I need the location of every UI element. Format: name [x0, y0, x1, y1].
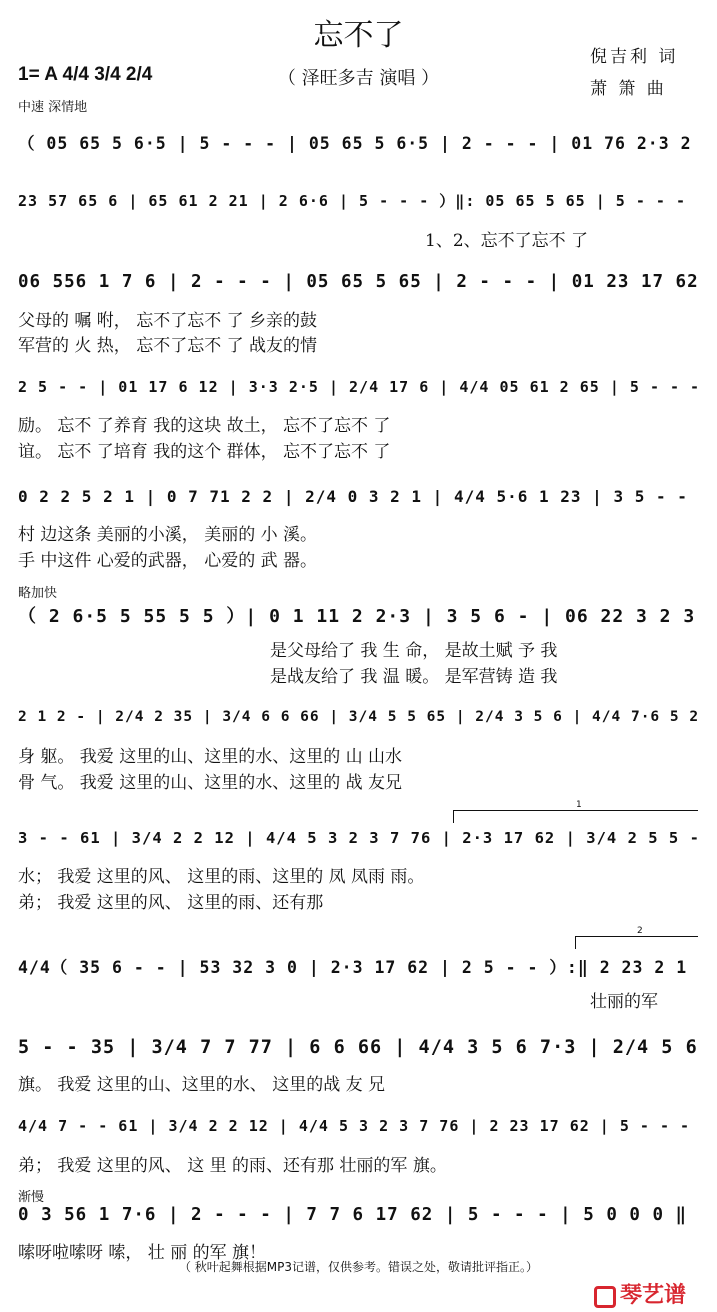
lyric-line-4-2: 谊。 忘不 了培育 我的这个 群体， 忘不了忘不 了: [18, 442, 391, 462]
lyric-line-3-2: 军营的 火 热， 忘不了忘不 了 战友的情: [18, 336, 318, 356]
composer-credit: 萧 箫 曲: [590, 79, 667, 99]
lyric-line-8-2: 弟； 我爱 这里的风、 这里的雨、还有那: [18, 893, 324, 913]
score-line-1: （ 05 65 5 6·5 | 5 - - - | 05 65 5 6·5 | 2 - - - | 01 76 2·3 2: [18, 134, 692, 153]
score-line-11: 4/4 7 - - 61 | 3/4 2 2 12 | 4/4 5 3 2 3 7 76 | 2 23 17 62 | 5 - - -: [18, 1117, 691, 1135]
score-line-2: 23 57 65 6 | 65 61 2 21 | 2 6·6 | 5 - - - ）‖: 05 65 5 65 | 5 - - -: [18, 192, 686, 210]
accel-marking: 略加快: [18, 586, 58, 601]
lyric-line-12-1: 嗦呀啦嗦呀 嗦， 壮 丽 的军 旗！: [18, 1243, 267, 1263]
singer-subtitle: （ 泽旺多吉 演唱 ）: [277, 68, 440, 89]
transcription-note: （ 秋叶起舞根据MP3记谱，仅供参考。错误之处，敬请批评指正。）: [178, 1260, 539, 1274]
lyric-line-10-1: 旗。 我爱 这里的山、这里的水、 这里的战 友 兄: [18, 1075, 386, 1095]
volta-1-number: 1: [576, 800, 582, 810]
lyric-line-6-2: 是战友给了 我 温 暖。 是军营铸 造 我: [270, 667, 558, 687]
lyric-line-4-1: 励。 忘不 了养育 我的这块 故土， 忘不了忘不 了: [18, 416, 391, 436]
lyric-line-8-1: 水； 我爱 这里的风、 这里的雨、这里的 凤 凤雨 雨。: [18, 867, 425, 887]
lyric-line-9-1: 壮丽的军: [590, 992, 658, 1012]
score-line-9: 4/4（ 35 6 - - | 53 32 3 0 | 2·3 17 62 | 2 5 - - ）:‖ 2 23 2 1: [18, 958, 688, 977]
score-line-4: 2 5 - - | 01 17 6 12 | 3·3 2·5 | 2/4 17 6 | 4/4 05 61 2 65 | 5 - - -: [18, 378, 701, 396]
volta-1-bracket: [453, 800, 698, 823]
score-line-7: 2 1 2 - | 2/4 2 35 | 3/4 6 6 66 | 3/4 5 5 65 | 2/4 3 5 6 | 4/4 7·6 5 2: [18, 709, 700, 725]
score-line-12: 0 3 56 1 7·6 | 2 - - - | 7 7 6 17 62 | 5 - - - | 5 0 0 0 ‖: [18, 1205, 688, 1225]
key-signature: 1= A 4/4 3/4 2/4: [18, 64, 153, 85]
score-line-8: 3 - - 61 | 3/4 2 2 12 | 4/4 5 3 2 3 7 76 | 2·3 17 62 | 3/4 2 5 5 -: [18, 829, 700, 847]
lyric-line-2-1: 1、2、忘不了忘不 了: [425, 231, 589, 251]
lyric-line-7-2: 骨 气。 我爱 这里的山、这里的水、这里的 战 友兄: [18, 773, 403, 793]
lyric-line-6-1: 是父母给了 我 生 命， 是故土赋 予 我: [270, 641, 558, 661]
score-line-3: 06 556 1 7 6 | 2 - - - | 05 65 5 65 | 2 - - - | 01 23 17 62: [18, 272, 699, 292]
lyricist-credit: 倪吉利 词: [590, 47, 679, 67]
volta-2-bracket: [575, 926, 698, 949]
volta-2-number: 2: [637, 926, 643, 936]
logo-text: 琴艺谱: [620, 1282, 687, 1307]
music-note-icon: [594, 1286, 616, 1308]
song-title: 忘不了: [313, 18, 404, 53]
tempo-marking: 中速 深情地: [18, 100, 88, 115]
lyric-line-3-1: 父母的 嘱 咐， 忘不了忘不 了 乡亲的鼓: [18, 311, 318, 331]
lyric-line-5-1: 村 边这条 美丽的小溪， 美丽的 小 溪。: [18, 525, 318, 545]
lyric-line-5-2: 手 中这件 心爱的武器， 心爱的 武 器。: [18, 551, 318, 571]
site-logo[interactable]: [594, 1278, 686, 1309]
rit-marking: 渐慢: [18, 1190, 45, 1205]
lyric-line-11-1: 弟； 我爱 这里的风、 这 里 的雨、还有那 壮丽的军 旗。: [18, 1156, 447, 1176]
score-line-10: 5 - - 35 | 3/4 7 7 77 | 6 6 66 | 4/4 3 5 6 7·3 | 2/4 5 6: [18, 1037, 698, 1058]
lyric-line-7-1: 身 躯。 我爱 这里的山、这里的水、这里的 山 山水: [18, 747, 403, 767]
score-line-6: （ 2 6·5 5 55 5 5 ）| 0 1 11 2 2·3 | 3 5 6 - | 06 22 3 2 3: [18, 606, 696, 627]
score-line-5: 0 2 2 5 2 1 | 0 7 71 2 2 | 2/4 0 3 2 1 | 4/4 5·6 1 23 | 3 5 - -: [18, 487, 688, 506]
